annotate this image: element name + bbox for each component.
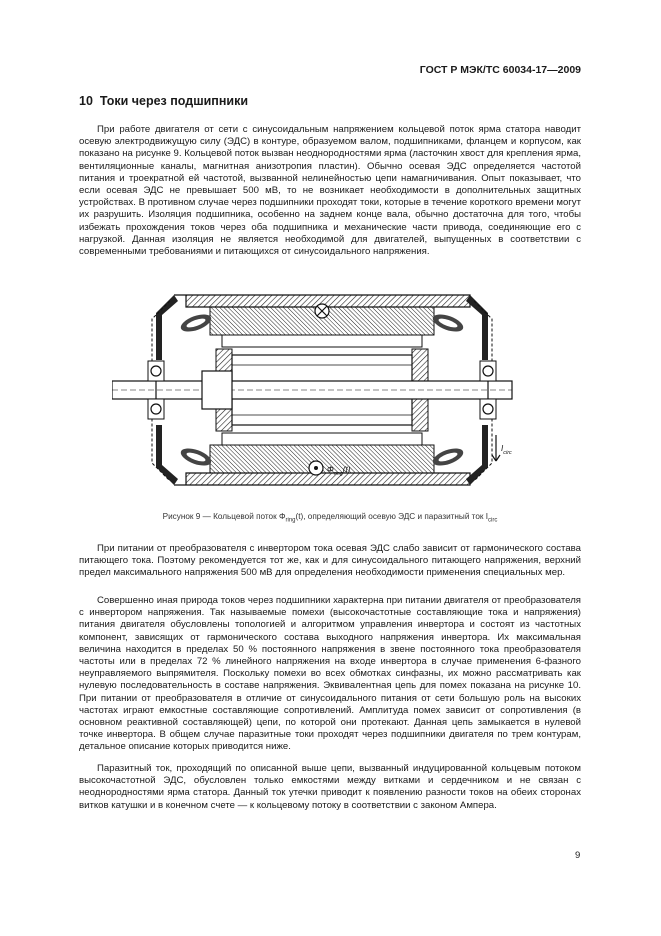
current-label: $I_{circ}$ (501, 444, 512, 456)
section-number: 10 (79, 94, 93, 108)
figure-caption: Рисунок 9 — Кольцевой поток $\Phi_{ring}(t)$, определяющий осевую ЭДС и паразитный ток $I_{circ}$ (162, 512, 498, 524)
paragraph-4: Паразитный ток, проходящий по описанной выше цепи, вызванный индуцированной кольцевым потоком высокочастотной ЭДС, обусловлен только емкостями между витками и сердечником и не связан с неоднородностями ярма статора. Данный ток утечки приводит к появлению разности токов на обеих сторонах витков катушки и в конечном счете — к кольцевому потоку в соответствии с законом Ампера. (79, 763, 581, 811)
flux-label: $\Phi_{ring}(t)$ (327, 465, 351, 477)
document-header: ГОСТ Р МЭК/ТС 60034-17—2009 (419, 64, 581, 76)
section-title-text: Токи через подшипники (99, 94, 249, 108)
section-title (79, 94, 248, 108)
paragraph-2: При питании от преобразователя с инвертором тока осевая ЭДС слабо зависит от гармонического состава питающего тока. Поэтому рекомендуется тот же, как и для синусоидального питающего напряжения, верхний предел максимального напряжения 500 мВ для определения необходимости применения специальных мер. (79, 543, 581, 579)
paragraph-1: При работе двигателя от сети с синусоидальным напряжением кольцевой поток ярма статора наводит осевую электродвижущую силу (ЭДС) в контуре, образуемом валом, подшипниками, фланцем и корпусом, как показано на рисунке 9. Кольцевой поток вызван неоднородностями ярма (ласточкин хвост для крепления ярма, вентиляционные каналы, магнитная анизотропия пластин). Обычно осевая ЭДС определяется частотой питания и троекратной ей частотой, вызванной нелинейностью цепи намагничивания. Опыт показывает, что если осевая ЭДС не превышает 500 мВ, то не возникает необходимости в дополнительных защитных устройствах. В противном случае через подшипники проходят токи, которые в течение короткого времени могут их разрушить. Изоляция подшипника, особенно на заднем конце вала, обычно достаточна для того, чтобы избежать прохождения токов через оба подшипника и механические части привода, соединяющие его с нагрузкой. Данная изоляция не является необходимой для двигателей, выпущенных в соответствии с современными требованиями и питающихся от синусоидального напряжения. (79, 124, 581, 258)
motor-cross-section-figure (112, 285, 532, 500)
flux-out-of-page-icon (309, 461, 323, 475)
paragraph-3: Совершенно иная природа токов через подшипники характерна при питании двигателя от преобразователя с инвертором напряжения. Так называемые помехи (высокочастотные составляющие тока и напряжения) питания двигателя обусловлены топологией и алгоритмом управления инвертора и состоят из частотных компонент, зависящих от гармонического состава выходного напряжения инвертора. Их максимальная величина находится в пределах 50 % постоянного напряжения в звене постоянного тока преобразователя частоты или в пределах 72 % линейного напряжения на входе инвертора в случае применения 6-фазного неуправляемого выпрямителя. Поскольку помехи во всех обмотках синфазны, их можно рассматривать как нулевую последовательность в составе напряжения. Эквивалентная цепь для помех показана на рисунке 10. При питании от преобразователя в отличие от синусоидального питания от сети большую роль на высоких частотах играют емкостные составляющие сопротивлений. Амплитуда помех зависит от сопротивления (в основном реактивной составляющей) цепи, по которой они протекают. Данная цепь замыкается в нулевой точке инвертора. В общем случае паразитные токи проходят через подшипники двигателя по трем контурам, детальное описание которых приводится ниже. (79, 595, 581, 753)
page-number: 9 (575, 850, 581, 861)
flux-into-page-icon (315, 304, 329, 318)
